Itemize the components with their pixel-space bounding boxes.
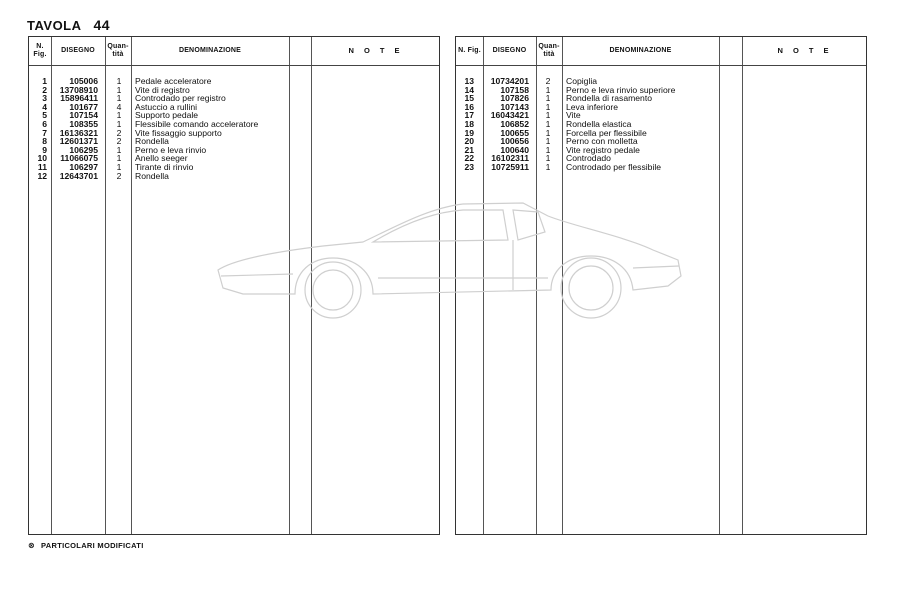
table-body-right (456, 77, 866, 172)
row-quantita: 2 (116, 136, 122, 147)
parts-table-right (455, 36, 867, 535)
row-quantita: 4 (116, 101, 122, 112)
header-quantita: Quan-tità (538, 43, 560, 58)
row-quantita: 1 (545, 161, 551, 172)
row-denominazione: Perno con molletta (566, 136, 638, 147)
modified-marker-icon: ⊗ (28, 541, 36, 550)
row-disegno: 16136321 (59, 127, 98, 138)
row-quantita: 1 (116, 118, 122, 129)
row-quantita: 1 (545, 136, 551, 147)
row-disegno: 10725911 (491, 161, 529, 172)
row-disegno: 106295 (69, 144, 98, 155)
row-fig: 20 (464, 136, 474, 147)
header-denominazione: DENOMINAZIONE (178, 47, 242, 54)
row-quantita: 1 (116, 93, 122, 104)
row-fig: 17 (464, 110, 474, 121)
row-fig: 2 (42, 84, 47, 95)
row-fig: 21 (464, 144, 474, 155)
row-disegno: 107143 (500, 101, 529, 112)
row-denominazione: Tirante di rinvio (135, 161, 194, 172)
row-denominazione: Perno e leva rinvio (135, 144, 207, 155)
row-quantita: 1 (545, 153, 551, 164)
row-disegno: 12601371 (59, 136, 98, 147)
row-quantita: 1 (545, 110, 551, 121)
row-quantita: 1 (116, 144, 122, 155)
row-fig: 15 (464, 93, 474, 104)
page-title (27, 17, 110, 33)
row-disegno: 13708910 (59, 84, 98, 95)
header-quantita: Quan-tità (107, 43, 129, 58)
row-disegno: 10734201 (490, 76, 529, 86)
title-label: TAVOLA (27, 18, 82, 33)
row-fig: 11 (37, 161, 47, 172)
row-fig: 7 (42, 127, 47, 138)
row-disegno: 100640 (500, 144, 529, 155)
row-denominazione: Perno e leva rinvio superiore (566, 84, 676, 95)
row-disegno: 107826 (500, 93, 529, 104)
row-fig: 18 (464, 118, 474, 129)
header-denominazione: DENOMINAZIONE (609, 47, 672, 54)
row-fig: 12 (37, 170, 47, 181)
row-quantita: 2 (545, 76, 551, 86)
row-quantita: 1 (116, 110, 122, 121)
row-fig: 4 (42, 101, 47, 112)
header-fig: N. Fig. (33, 43, 47, 58)
row-fig: 22 (464, 153, 474, 164)
row-fig: 14 (464, 84, 474, 95)
row-fig: 10 (37, 153, 47, 164)
row-disegno: 11066075 (60, 153, 98, 164)
row-disegno: 100656 (500, 136, 529, 147)
row-denominazione: Vite (566, 110, 581, 121)
row-denominazione: Rondella (135, 136, 169, 147)
row-disegno: 107158 (500, 84, 529, 95)
row-fig: 3 (42, 93, 47, 104)
row-quantita: 1 (545, 144, 551, 155)
row-quantita: 1 (116, 153, 122, 164)
header-fig: N. Fig. (458, 47, 481, 54)
row-denominazione: Rondella di rasamento (566, 93, 652, 104)
header-disegno: DISEGNO (61, 47, 95, 54)
row-disegno: 106297 (69, 161, 98, 172)
row-quantita: 1 (545, 101, 551, 112)
row-quantita: 1 (116, 161, 122, 172)
row-disegno: 106852 (500, 118, 529, 129)
row-quantita: 1 (545, 127, 551, 138)
row-denominazione: Vite registro pedale (566, 144, 640, 155)
row-denominazione: Rondella (135, 170, 169, 181)
row-denominazione: Anello seeger (135, 153, 188, 164)
row-quantita: 1 (116, 76, 122, 86)
row-denominazione: Forcella per flessibile (566, 127, 647, 138)
row-denominazione: Flessibile comando acceleratore (135, 118, 259, 129)
row-denominazione: Leva inferiore (566, 101, 619, 112)
header-divider (456, 65, 866, 66)
row-denominazione: Controdado per flessibile (566, 161, 662, 172)
row-fig: 1 (42, 76, 47, 86)
row-denominazione: Astuccio a rullini (135, 101, 198, 112)
row-denominazione: Vite di registro (135, 84, 190, 95)
row-disegno: 15896411 (60, 93, 98, 104)
header-divider (29, 65, 439, 66)
row-fig: 13 (464, 76, 474, 86)
footer-text: PARTICOLARI MODIFICATI (41, 541, 144, 550)
row-denominazione: Pedale acceleratore (135, 76, 212, 86)
header-note: N O T E (348, 46, 404, 55)
row-fig: 5 (42, 110, 47, 121)
row-disegno: 101677 (69, 101, 98, 112)
row-denominazione: Rondella elastica (566, 118, 632, 129)
row-quantita: 1 (545, 93, 551, 104)
row-fig: 8 (42, 136, 47, 147)
row-disegno: 16043421 (490, 110, 529, 121)
row-quantita: 1 (545, 84, 551, 95)
row-fig: 16 (464, 101, 474, 112)
header-note: N O T E (777, 46, 833, 55)
row-quantita: 1 (545, 118, 551, 129)
row-denominazione: Controdado (566, 153, 611, 164)
row-denominazione: Copiglia (566, 76, 598, 86)
row-denominazione: Vite fissaggio supporto (135, 127, 222, 138)
row-quantita: 2 (116, 170, 122, 181)
footer-legend (28, 541, 144, 550)
row-quantita: 1 (116, 84, 122, 95)
table-body-left (29, 77, 439, 180)
row-disegno: 108355 (69, 118, 98, 129)
row-fig: 19 (464, 127, 474, 138)
row-disegno: 16102311 (491, 153, 529, 164)
row-fig: 23 (464, 161, 474, 172)
table-row (29, 172, 439, 181)
row-quantita: 2 (116, 127, 122, 138)
table-row (456, 163, 866, 172)
row-disegno: 107154 (69, 110, 98, 121)
row-disegno: 12643701 (59, 170, 98, 181)
row-denominazione: Controdado per registro (135, 93, 226, 104)
parts-table-left (28, 36, 440, 535)
row-disegno: 100655 (500, 127, 529, 138)
header-disegno: DISEGNO (492, 47, 527, 54)
row-fig: 6 (42, 118, 47, 129)
row-disegno: 105006 (69, 76, 98, 86)
title-number: 44 (93, 17, 111, 33)
row-fig: 9 (42, 144, 47, 155)
row-denominazione: Supporto pedale (135, 110, 199, 121)
